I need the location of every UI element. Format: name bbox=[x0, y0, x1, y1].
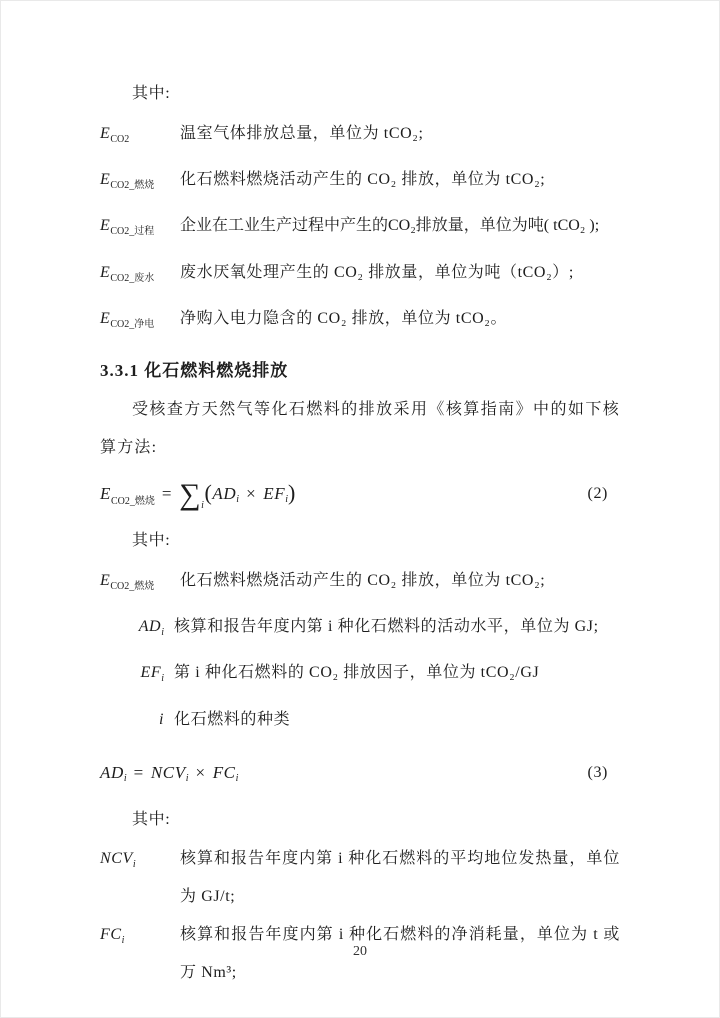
term-symbol: E bbox=[100, 171, 111, 189]
definition-row bbox=[100, 607, 620, 653]
definition-text: 化石燃料燃烧活动产生的 CO₂ 排放，单位为 tCO₂; bbox=[180, 571, 546, 589]
definition-row bbox=[100, 561, 620, 607]
term-subscript: i bbox=[132, 858, 136, 870]
symbol-term bbox=[100, 653, 164, 699]
definition-row bbox=[100, 206, 620, 252]
definition-text: 化石燃料燃烧活动产生的 CO₂ 排放，单位为 tCO₂; bbox=[180, 171, 546, 189]
definition-text: 净购入电力隐含的 CO₂ 排放，单位为 tCO₂。 bbox=[180, 309, 508, 327]
symbol-term bbox=[100, 840, 180, 884]
term-symbol: EF bbox=[140, 664, 162, 682]
definition-text: 温室气体排放总量，单位为 tCO₂; bbox=[180, 125, 424, 142]
term-subscript: CO2_燃烧 bbox=[110, 180, 155, 192]
term-symbol: NCV bbox=[100, 849, 133, 867]
term-subscript: CO2 bbox=[110, 134, 130, 146]
equation-number: (2) bbox=[587, 484, 608, 502]
definition-list-totals bbox=[100, 114, 620, 345]
symbol-term bbox=[100, 299, 180, 345]
definition-text: 企业在工业生产过程中产生的CO₂排放量，单位为吨( tCO₂ ); bbox=[180, 217, 600, 235]
definition-row bbox=[100, 653, 620, 699]
definition-text: 化石燃料的种类 bbox=[174, 710, 291, 728]
term-subscript: CO2_燃烧 bbox=[110, 581, 155, 593]
term-subscript: i bbox=[121, 934, 125, 946]
definition-row bbox=[100, 253, 620, 299]
variable-subscript: i bbox=[285, 494, 288, 506]
variable-subscript: i bbox=[185, 773, 189, 785]
intro-label: 其中: bbox=[132, 810, 171, 828]
term-symbol: E bbox=[100, 571, 111, 589]
term-symbol: AD bbox=[138, 618, 162, 636]
variable-subscript: i bbox=[123, 773, 127, 785]
symbol-term bbox=[100, 253, 180, 299]
variable-AD: AD bbox=[100, 762, 124, 782]
open-paren: ( bbox=[204, 479, 213, 505]
definition-text: 核算和报告年度内第 i 种化石燃料的活动水平，单位为 GJ; bbox=[174, 618, 599, 636]
symbol-term bbox=[100, 206, 180, 252]
variable-E: E bbox=[100, 483, 111, 503]
term-subscript: CO2_废水 bbox=[110, 272, 155, 284]
term-subscript: i bbox=[161, 673, 164, 685]
definition-list-formula2 bbox=[100, 561, 620, 746]
variable-subscript: i bbox=[236, 494, 240, 506]
equals-sign: = bbox=[133, 762, 144, 782]
definition-text: 废水厌氧处理产生的 CO₂ 排放量，单位为吨（tCO₂）; bbox=[180, 263, 574, 281]
definition-row bbox=[100, 700, 620, 746]
intro-label: 其中: bbox=[132, 85, 171, 102]
variable-EF: EF bbox=[263, 483, 286, 503]
equation-2 bbox=[100, 469, 620, 519]
section-heading: 3.3.1 化石燃料燃烧排放 bbox=[100, 360, 289, 380]
term-symbol: E bbox=[100, 217, 111, 235]
definition-row bbox=[100, 160, 620, 206]
term-symbol: E bbox=[100, 309, 111, 327]
summation-symbol: ∑ bbox=[179, 477, 202, 511]
intro-label: 其中: bbox=[132, 531, 171, 549]
equals-sign: = bbox=[161, 483, 173, 503]
definition-text: 核算和报告年度内第 i 种化石燃料的净消耗量，单位为 t 或万 Nm³; bbox=[180, 925, 620, 981]
equation-body bbox=[100, 477, 588, 512]
equation-number: (3) bbox=[587, 763, 608, 781]
term-subscript: i bbox=[161, 627, 164, 639]
symbol-term bbox=[100, 700, 164, 746]
definition-row bbox=[100, 299, 620, 345]
term-subscript: CO2_过程 bbox=[110, 226, 155, 238]
term-symbol: i bbox=[158, 710, 164, 728]
variable-AD: AD bbox=[212, 483, 237, 503]
symbol-term bbox=[100, 160, 180, 206]
definition-row bbox=[100, 840, 620, 916]
multiply-sign: × bbox=[195, 762, 206, 782]
body-paragraph: 受核查方天然气等化石燃料的排放采用《核算指南》中的如下核算方法: bbox=[100, 400, 620, 456]
symbol-term bbox=[100, 561, 180, 607]
variable-subscript: i bbox=[235, 773, 239, 785]
variable-FC: FC bbox=[212, 762, 236, 782]
symbol-term bbox=[100, 607, 164, 653]
definition-list-formula3 bbox=[100, 840, 620, 992]
variable-NCV: NCV bbox=[150, 762, 186, 782]
summation-index: i bbox=[201, 500, 205, 512]
definition-text: 第 i 种化石燃料的 CO₂ 排放因子，单位为 tCO₂/GJ bbox=[174, 664, 540, 682]
term-subscript: CO2_净电 bbox=[110, 318, 155, 330]
definition-row bbox=[100, 114, 620, 160]
equation-body bbox=[100, 763, 588, 783]
equation-3 bbox=[100, 748, 620, 798]
symbol-term bbox=[100, 114, 180, 160]
term-symbol: E bbox=[100, 263, 111, 281]
term-symbol: E bbox=[100, 125, 111, 142]
definition-text: 核算和报告年度内第 i 种化石燃料的平均地位发热量，单位为 GJ/t; bbox=[180, 849, 620, 905]
multiply-sign: × bbox=[246, 483, 257, 503]
term-symbol: FC bbox=[100, 925, 122, 943]
close-paren: ) bbox=[288, 479, 296, 505]
variable-subscript: CO2_燃烧 bbox=[110, 496, 155, 508]
page-number: 20 bbox=[353, 944, 367, 959]
